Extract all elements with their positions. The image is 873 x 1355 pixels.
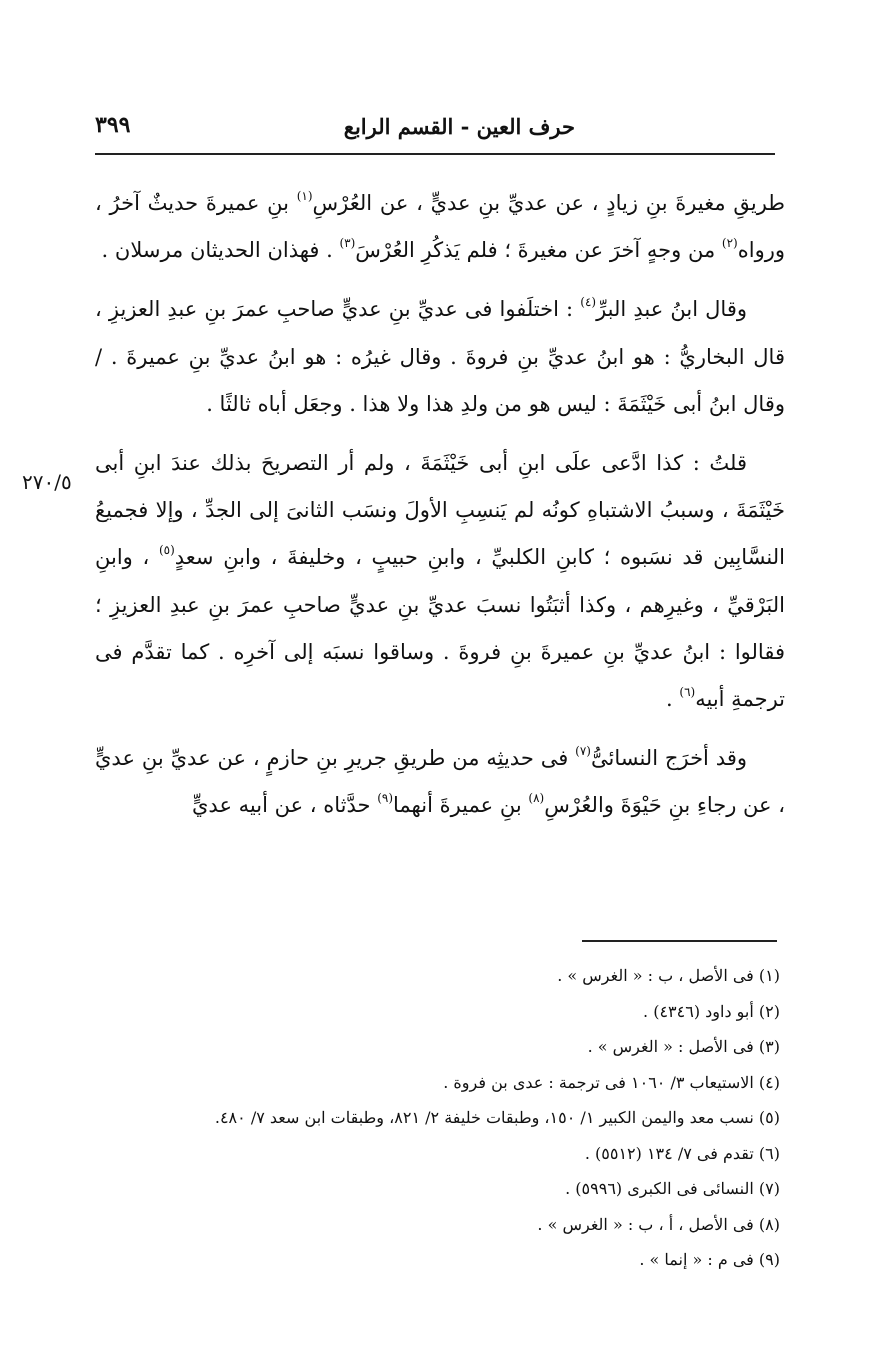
footnote-rule [582,940,777,942]
header-rule [95,153,775,155]
paragraph [95,440,785,723]
footnote-marker: (٩) [377,791,394,806]
footnote-marker: (٥) [158,543,175,558]
footnote-marker: (٤) [580,295,597,310]
text-run: فى حديثِه من طريقِ جريرِ بنِ حازمٍ ، عن عديِّ بنِ عديٍّ ، عن رجاءِ بنِ حَيْوَةَ والعُرْسِ [95,746,785,818]
footnote-marker: (٢) [721,236,738,251]
running-header [95,110,775,150]
text-run: حدَّثاه ، عن أبيه عديٍّ [192,793,378,818]
paragraph [95,180,785,274]
text-run: . فهذان الحديثان مرسلان . [101,238,340,263]
footnote: (٧) النسائى فى الكبرى (٥٩٩٦) . [565,1179,780,1198]
text-run: طريقِ مغيرةَ بنِ زيادٍ ، عن عديِّ بنِ عديٍّ ، عن العُرْسِ [312,191,785,215]
footnote-marker: (٧) [575,744,591,759]
text-run: من وجهٍ آخرَ عن مغيرةَ ؛ فلم يَذكُرِ العُرْسَ [355,238,722,263]
footnote: (٢) أبو داود (٤٣٤٦) . [643,1001,780,1021]
text-run: . [666,687,680,712]
chapter-title: حرف العين - القسم الرابع [343,114,575,139]
footnote: (١) فى الأصل ، ب : « الغرس » . [557,966,780,985]
main-text [95,180,785,830]
margin-page-reference: ٢٧٠/٥ [22,470,72,494]
footnote-marker: (٨) [528,791,545,806]
paragraph [95,735,785,829]
text-run: ، وابنِ البَرْقيِّ ، وغيرِهم ، وكذا أثبَتُوا نسبَ عديِّ بنِ عديٍّ صاحبِ عمرَ بنِ عبدِ العزيزِ ؛ فقالوا : ابنُ عديِّ بنِ عميرةَ بنِ فروةَ . وساقوا نسبَه إلى آخرِه . كما تقدَّم فى ترجمةِ أبيه [95,545,785,712]
paragraph [95,286,785,428]
footnote: (٨) فى الأصل ، أ ، ب : « الغرس » . [537,1214,780,1234]
text-run: بنِ عميرةَ أنهما [393,793,529,818]
text-run: قلتُ : كذا ادَّعى علَى ابنِ أبى خَيْثَمَةَ ، ولم أر التصريحَ بذلك عندَ ابنِ أبى خَيْثَمَةَ ، وسببُ الاشتباهِ كونُه لم يَنسِبِ الأولَ ونسَب الثانىَ إلى الجدِّ ، وإلا فجميعُ النسَّابِين قد نسَبوه ؛ كابنِ الكلبيِّ ، وابنِ حبيبٍ ، وخليفةَ ، وابنِ سعدٍ [95,451,786,570]
text-run: : اختلَفوا فى عديِّ بنِ عديٍّ صاحبِ عمرَ بنِ عبدِ العزيزِ ، قال البخاريُّ : هو ابنُ عديِّ بنِ فروةَ . وقال غيرُه : هو ابنُ عديِّ بنِ عميرةَ . /وقال ابنُ أبى خَيْثَمَةَ : ليس هو من ولدِ هذا ولا هذا . وجعَل أباه ثالثًا . [95,297,785,416]
page-number: ٣٩٩ [95,112,131,138]
footnote: (٤) الاستيعاب ٣/ ١٠٦٠ فى ترجمة : عدى بن فروة . [443,1072,780,1092]
footnote: (٣) فى الأصل : « الغرس » . [587,1037,780,1056]
footnote-marker: (١) [296,189,313,203]
footnote: (٩) فى م : « إنما » . [639,1250,780,1269]
text-run: بنِ عميرةَ حديثٌ آخرُ ، ورواه [95,191,785,263]
text-run: وقد أخرَج النسائىُّ [590,746,747,771]
footnote: (٦) تقدم فى ٧/ ١٣٤ (٥٥١٢) . [584,1143,780,1163]
footnote-marker: (٣) [339,236,356,251]
footnotes [60,958,780,1278]
footnote: (٥) نسب معد واليمن الكبير ١/ ١٥٠، وطبقات خليفة ٢/ ٨٢١، وطبقات ابن سعد ٧/ ٤٨٠. [214,1108,780,1127]
text-run: وقال ابنُ عبدِ البرِّ [596,297,748,322]
footnote-marker: (٦) [679,685,696,700]
